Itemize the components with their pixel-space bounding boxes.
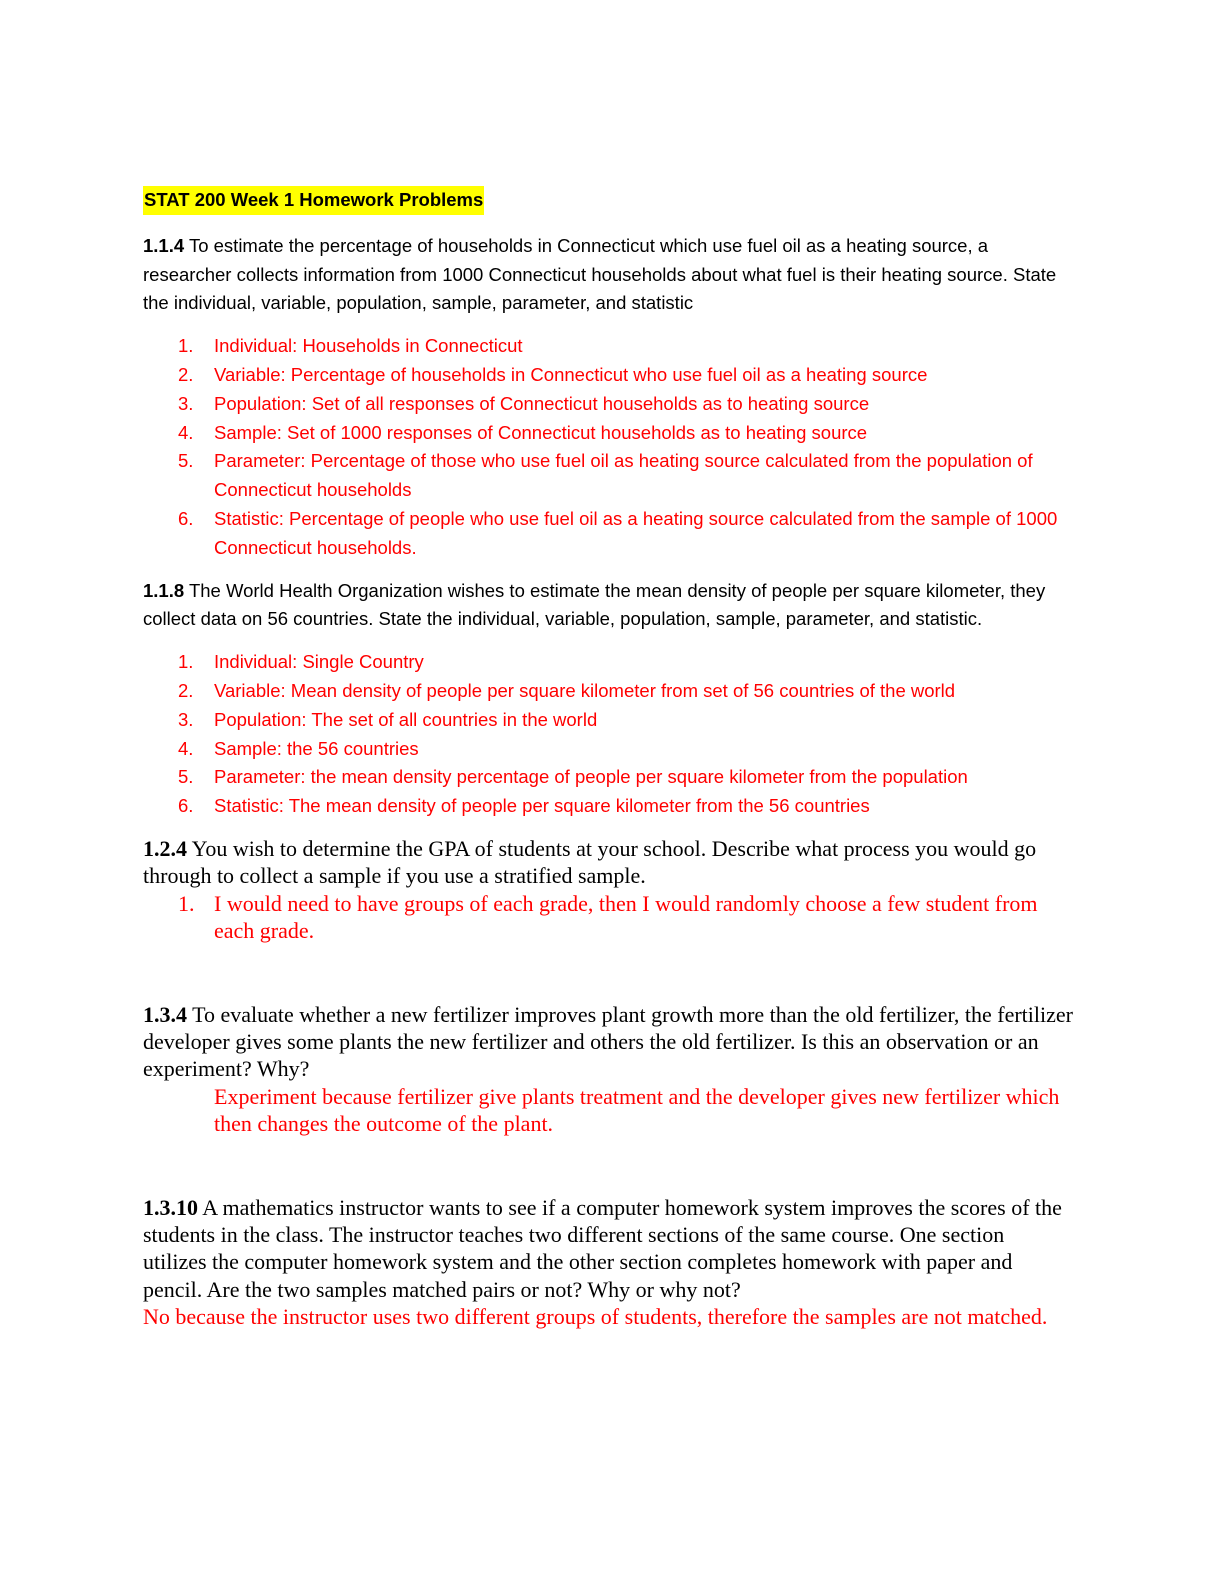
list-item bbox=[143, 390, 1073, 419]
answer-text: Population: Set of all responses of Connecticut households as to heating source bbox=[214, 392, 870, 414]
answer-text: Parameter: Percentage of those who use fuel oil as heating source calculated from the population of Connecticut households bbox=[214, 450, 1033, 501]
list-item bbox=[143, 735, 1073, 764]
answer-text: Sample: the 56 countries bbox=[214, 737, 419, 759]
title-block bbox=[143, 186, 1073, 215]
question-body: The World Health Organization wishes to estimate the mean density of people per square kilometer, they collect data on 56 countries. State the individual, variable, population, sample, parameter, and statistic. bbox=[143, 579, 1046, 630]
list-number: 5. bbox=[178, 450, 194, 472]
question-text bbox=[143, 232, 1073, 318]
list-item bbox=[143, 419, 1073, 448]
spacer bbox=[143, 945, 1073, 1001]
question-number: 1.3.4 bbox=[143, 1001, 187, 1027]
question-1-2-4 bbox=[143, 835, 1073, 945]
question-1-1-4 bbox=[143, 232, 1073, 563]
question-text bbox=[143, 1194, 1073, 1304]
answer-list bbox=[143, 332, 1073, 562]
list-number: 3. bbox=[178, 708, 194, 730]
question-text bbox=[143, 1001, 1073, 1083]
list-number: 4. bbox=[178, 421, 194, 443]
answer-text: Parameter: the mean density percentage of people per square kilometer from the population bbox=[214, 766, 968, 788]
list-number: 6. bbox=[178, 795, 194, 817]
answer-text: Population: The set of all countries in the world bbox=[214, 708, 598, 730]
answer-text: Statistic: Percentage of people who use fuel oil as a heating source calculated from the sample of 1000 Connecticut households. bbox=[214, 507, 1058, 558]
list-item bbox=[143, 763, 1073, 792]
question-body: To evaluate whether a new fertilizer improves plant growth more than the old fertilizer, the fertilizer developer gives some plants the new fertilizer and others the old fertilizer. Is this an observation or an experiment? Why? bbox=[143, 1001, 1073, 1082]
question-number: 1.3.10 bbox=[143, 1194, 198, 1220]
list-item bbox=[143, 792, 1073, 821]
answer-list bbox=[143, 648, 1073, 821]
list-item bbox=[143, 361, 1073, 390]
list-number: 2. bbox=[178, 363, 194, 385]
spacer bbox=[143, 1138, 1073, 1194]
document-title: STAT 200 Week 1 Homework Problems bbox=[143, 186, 484, 215]
list-number: 6. bbox=[178, 507, 194, 529]
list-number: 1. bbox=[178, 890, 195, 916]
answer-text: Experiment because fertilizer give plants treatment and the developer gives new fertilizer which then changes the outcome of the plant. bbox=[214, 1083, 1060, 1137]
list-item bbox=[143, 332, 1073, 361]
question-1-3-4 bbox=[143, 1001, 1073, 1138]
document-page bbox=[143, 186, 1073, 1331]
question-number: 1.2.4 bbox=[143, 835, 187, 861]
answer-text: Variable: Mean density of people per square kilometer from set of 56 countries of the world bbox=[214, 679, 956, 701]
list-item bbox=[143, 648, 1073, 677]
answer-text: No because the instructor uses two different groups of students, therefore the samples are not matched. bbox=[143, 1304, 1048, 1330]
question-1-1-8 bbox=[143, 577, 1073, 821]
list-number: 3. bbox=[178, 392, 194, 414]
list-item bbox=[143, 890, 1073, 945]
list-item bbox=[143, 447, 1073, 505]
list-number: 5. bbox=[178, 766, 194, 788]
question-text bbox=[143, 577, 1073, 635]
list-number: 1. bbox=[178, 651, 194, 673]
list-number: 2. bbox=[178, 679, 194, 701]
answer-text: Individual: Single Country bbox=[214, 651, 424, 673]
question-body: You wish to determine the GPA of students at your school. Describe what process you would go through to collect a sample if you use a stratified sample. bbox=[143, 835, 1037, 889]
question-text bbox=[143, 835, 1073, 890]
list-item bbox=[143, 505, 1073, 563]
question-number: 1.1.4 bbox=[143, 234, 185, 256]
answer-text: Variable: Percentage of households in Connecticut who use fuel oil as a heating source bbox=[214, 363, 928, 385]
question-body: To estimate the percentage of households in Connecticut which use fuel oil as a heating source, a researcher collects information from 1000 Connecticut households about what fuel is their heating source. State the individual, variable, population, sample, parameter, and statistic bbox=[143, 234, 1057, 314]
list-number: 4. bbox=[178, 737, 194, 759]
list-item bbox=[143, 706, 1073, 735]
question-1-3-10 bbox=[143, 1194, 1073, 1331]
answer-text: I would need to have groups of each grade, then I would randomly choose a few student from each grade. bbox=[214, 890, 1038, 944]
answer-text: Sample: Set of 1000 responses of Connecticut households as to heating source bbox=[214, 421, 868, 443]
answer-list bbox=[143, 890, 1073, 945]
answer-text: Individual: Households in Connecticut bbox=[214, 335, 523, 357]
answer-text: Statistic: The mean density of people per square kilometer from the 56 countries bbox=[214, 795, 870, 817]
list-item bbox=[143, 677, 1073, 706]
question-number: 1.1.8 bbox=[143, 579, 185, 601]
list-number: 1. bbox=[178, 335, 194, 357]
question-body: A mathematics instructor wants to see if a computer homework system improves the scores of the students in the class. The instructor teaches two different sections of the same course. One section utilizes the computer homework system and the other section completes homework with paper and pencil. Are the two samples matched pairs or not? Why or why not? bbox=[143, 1194, 1062, 1302]
